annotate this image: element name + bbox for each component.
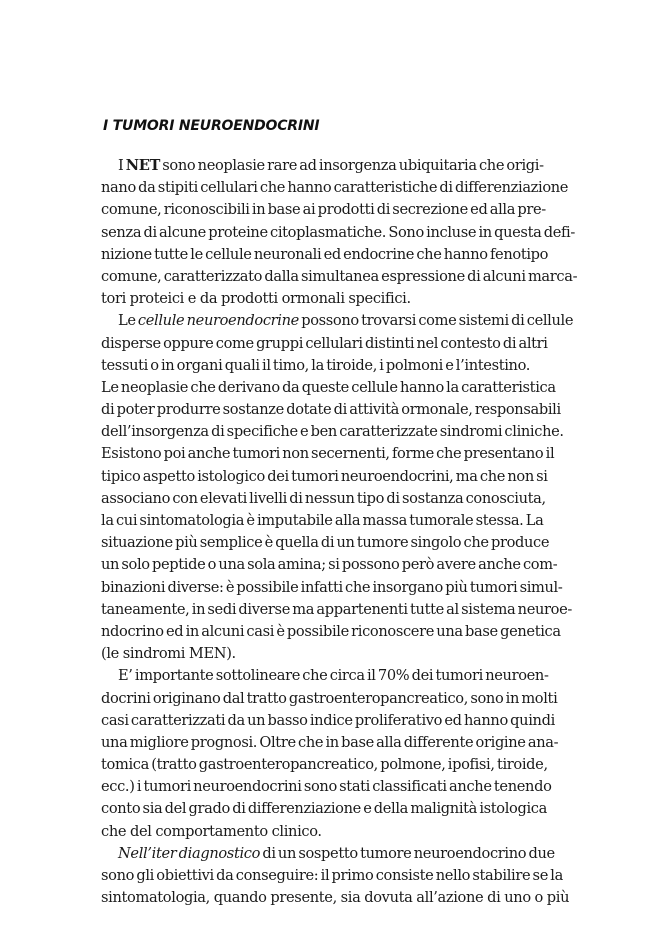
text-run: una migliore prognosi. Oltre che in base alla differente origine ana- [101,733,559,751]
text-run: tomica (tratto gastroenteropancreatico, polmone, ipofisi, tiroide, [101,756,548,774]
text-line [101,754,548,776]
text-line [101,510,544,532]
text-line [101,155,544,177]
text-line [101,577,563,599]
text-line [101,355,529,377]
text-run: Esistono poi anche tumori non secernenti, forme che presentano il [101,445,555,463]
text-run: la cui sintomatologia è imputabile alla massa tumorale stessa. La [101,512,544,529]
bold-term: NET [125,157,160,174]
text-line [101,199,546,221]
text-line [101,865,563,887]
text-run: Le [118,312,138,330]
text-line [101,599,572,621]
text-run: I [118,157,126,174]
text-run: sono gli obiettivi da conseguire: il primo consiste nello stabilire se la [101,867,563,884]
text-line [101,288,529,310]
body-text [101,155,578,909]
text-run: tori proteici e da prodotti ormonali specifici. [101,290,411,308]
text-run: di un sospetto tumore neuroendocrino due [260,844,555,862]
text-line [101,821,529,843]
text-run: casi caratterizzati da un basso indice proliferativo ed hanno quindi [101,711,555,729]
text-line [101,466,548,488]
text-line [101,532,550,554]
text-run: taneamente, in sedi diverse ma appartenenti tutte al sistema neuroe- [101,600,572,618]
text-run: che del comportamento clinico. [101,822,322,840]
text-run: comune, caratterizzato dalla simultanea espressione di alcuni marca- [101,267,578,285]
text-run: dell’insorgenza di specifiche e ben caratterizzate sindromi cliniche. [101,423,564,441]
text-run: situazione più semplice è quella di un tumore singolo che produce [101,534,550,552]
text-run: binazioni diverse: è possibile infatti che insorgano più tumori simul- [101,578,563,596]
text-run: sintomatologia, quando presente, sia dovuta all’azione di uno o più [101,889,570,907]
text-line [101,887,570,909]
text-run: un solo peptide o una sola amina; si possono però avere anche com- [101,556,558,574]
text-run: (le sindromi MEN). [101,645,236,663]
text-run: disperse oppure come gruppi cellulari distinti nel contesto di altri [101,334,548,352]
text-run: senza di alcune proteine citoplasmatiche. Sono incluse in questa defi- [101,223,575,241]
text-line [101,244,549,266]
text-run: sono neoplasie rare ad insorgenza ubiquitaria che origi- [160,157,544,174]
italic-term: Nell’iter diagnostico [118,844,261,862]
text-run: tipico aspetto istologico dei tumori neuroendocrini, ma che non si [101,467,548,485]
text-run: docrini originano dal tratto gastroenteropancreatico, sono in molti [101,689,558,707]
text-run: nano da stipiti cellulari che hanno caratteristiche di differenziazione [101,179,569,197]
text-run: possono trovarsi come sistemi di cellule [298,312,574,330]
text-line [101,776,552,798]
text-line [101,643,529,665]
italic-term: cellule neuroendocrine [137,312,299,330]
text-line [101,222,575,244]
text-run: ndocrino ed in alcuni casi è possibile riconoscere una base genetica [101,622,561,640]
text-line [101,710,555,732]
text-run: comune, riconoscibili in base ai prodotti di secrezione ed alla pre- [101,201,546,219]
text-line [101,377,556,399]
text-line [101,399,561,421]
text-line [101,421,564,443]
text-run: ecc.) i tumori neuroendocrini sono stati classificati anche tenendo [101,778,552,796]
text-line [101,443,555,465]
text-run: tessuti o in organi quali il timo, la tiroide, i polmoni e l’intestino. [101,356,531,374]
text-line [101,554,558,576]
text-line [101,621,561,643]
text-line [101,732,559,754]
text-line [101,266,578,288]
text-run: E’ importante sottolineare che circa il 70% dei tumori neuroen- [118,667,549,685]
section-heading: I TUMORI NEUROENDOCRINI [103,118,320,134]
text-run: associano con elevati livelli di nessun tipo di sostanza conosciuta, [101,489,546,507]
text-run: conto sia del grado di differenziazione e della malignità istologica [101,800,547,818]
text-line [101,488,546,510]
text-line [101,798,547,820]
text-line [101,333,548,355]
text-line [101,665,549,687]
text-run: di poter produrre sostanze dotate di attività ormonale, responsabili [101,401,561,419]
text-line [101,688,558,710]
text-run: nizione tutte le cellule neuronali ed endocrine che hanno fenotipo [101,245,549,263]
text-run: Le neoplasie che derivano da queste cellule hanno la caratteristica [101,378,556,396]
text-line [101,177,569,199]
text-line [101,843,555,865]
text-line [101,310,574,332]
